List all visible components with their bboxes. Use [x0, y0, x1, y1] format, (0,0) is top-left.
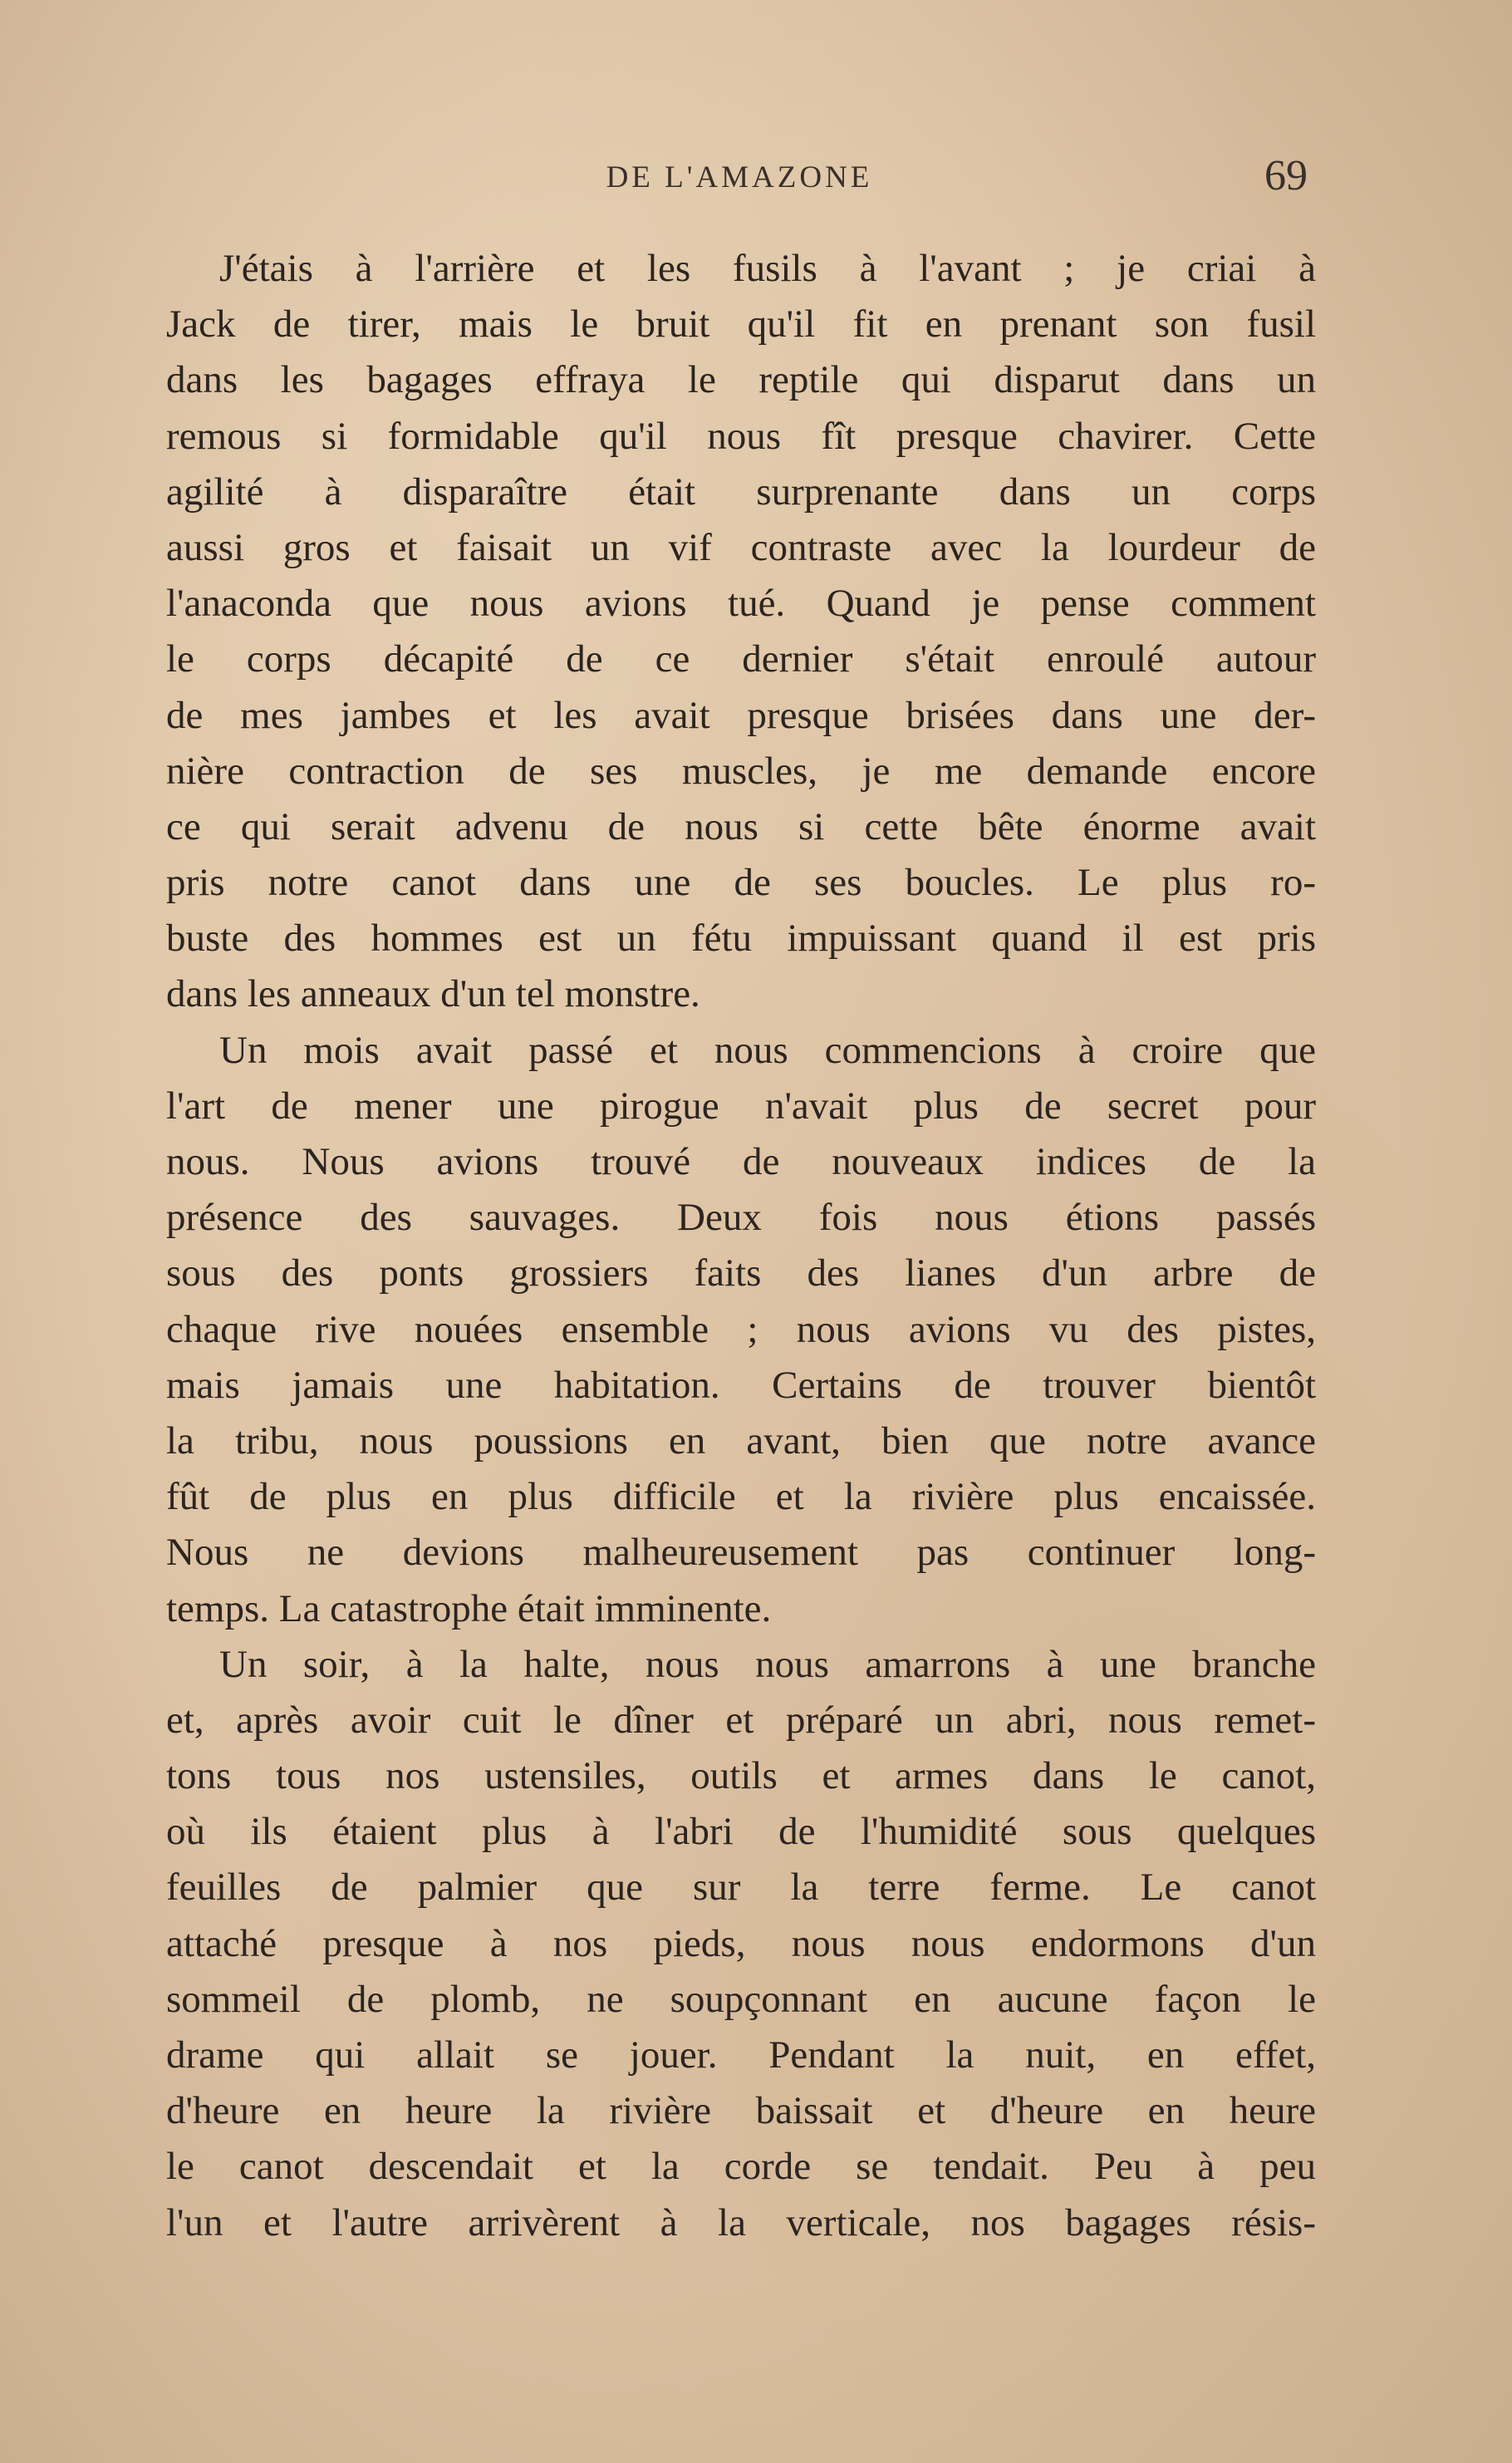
text-line: nous. Nous avions trouvé de nouveaux indices de la [166, 1140, 1316, 1183]
text-line: pris notre canot dans une de ses boucles. Le plus ro- [166, 861, 1316, 905]
text-line: temps. La catastrophe était imminente. [166, 1586, 772, 1630]
text-line: Un mois avait passé et nous commencions à croire que [219, 1028, 1316, 1072]
text-line: et, après avoir cuit le dîner et préparé un abri, nous remet- [166, 1698, 1316, 1742]
text-line: aussi gros et faisait un vif contraste avec la lourdeur de [166, 525, 1316, 569]
text-line: Un soir, à la halte, nous nous amarrons à une branche [219, 1642, 1316, 1686]
text-line: mais jamais une habitation. Certains de trouver bientôt [166, 1363, 1316, 1407]
text-line: l'un et l'autre arrivèrent à la verticale, nos bagages résis- [166, 2200, 1316, 2244]
text-line: l'anaconda que nous avions tué. Quand je pense comment [166, 582, 1316, 626]
text-line: sous des ponts grossiers faits des lianes d'un arbre de [166, 1251, 1316, 1295]
text-line: le corps décapité de ce dernier s'était enroulé autour [166, 637, 1316, 681]
text-line: buste des hommes est un fétu impuissant quand il est pris [166, 917, 1316, 961]
text-line: sommeil de plomb, ne soupçonnant en aucune façon le [166, 1977, 1316, 2021]
text-line: dans les anneaux d'un tel monstre. [166, 972, 700, 1016]
text-line: tons tous nos ustensiles, outils et armes dans le canot, [166, 1754, 1316, 1798]
text-line: d'heure en heure la rivière baissait et d'heure en heure [166, 2089, 1316, 2133]
text-line: dans les bagages effraya le reptile qui disparut dans un [166, 358, 1316, 402]
text-line: présence des sauvages. Deux fois nous étions passés [166, 1196, 1316, 1240]
text-line: l'art de mener une pirogue n'avait plus de secret pour [166, 1084, 1316, 1128]
text-line: fût de plus en plus difficile et la rivière plus encaissée. [166, 1475, 1316, 1519]
body-text [166, 241, 1316, 2251]
text-line: ce qui serait advenu de nous si cette bête énorme avait [166, 804, 1316, 848]
text-line: attaché presque à nos pieds, nous nous endormons d'un [166, 1921, 1316, 1965]
text-line: le canot descendait et la corde se tendait. Peu à peu [166, 2145, 1316, 2189]
text-line: Jack de tirer, mais le bruit qu'il fit en prenant son fusil [166, 302, 1316, 347]
text-line: où ils étaient plus à l'abri de l'humidité sous quelques [166, 1810, 1316, 1854]
text-line: drame qui allait se jouer. Pendant la nuit, en effet, [166, 2033, 1316, 2077]
text-line: nière contraction de ses muscles, je me demande encore [166, 749, 1316, 793]
running-head [166, 152, 1313, 209]
text-line: feuilles de palmier que sur la terre ferme. Le canot [166, 1866, 1316, 1910]
text-line: chaque rive nouées ensemble ; nous avions vu des pistes, [166, 1307, 1316, 1351]
text-line: J'étais à l'arrière et les fusils à l'avant ; je criai à [219, 247, 1316, 290]
page-number: 69 [1264, 152, 1308, 199]
running-title: DE L'AMAZONE [606, 160, 873, 194]
text-line: remous si formidable qu'il nous fît presque chavirer. Cette [166, 414, 1316, 458]
text-line: la tribu, nous poussions en avant, bien que notre avance [166, 1418, 1316, 1463]
text-line: de mes jambes et les avait presque brisées dans une der- [166, 693, 1316, 737]
text-line: agilité à disparaître était surprenante dans un corps [166, 469, 1316, 514]
text-line: Nous ne devions malheureusement pas continuer long- [166, 1531, 1316, 1575]
